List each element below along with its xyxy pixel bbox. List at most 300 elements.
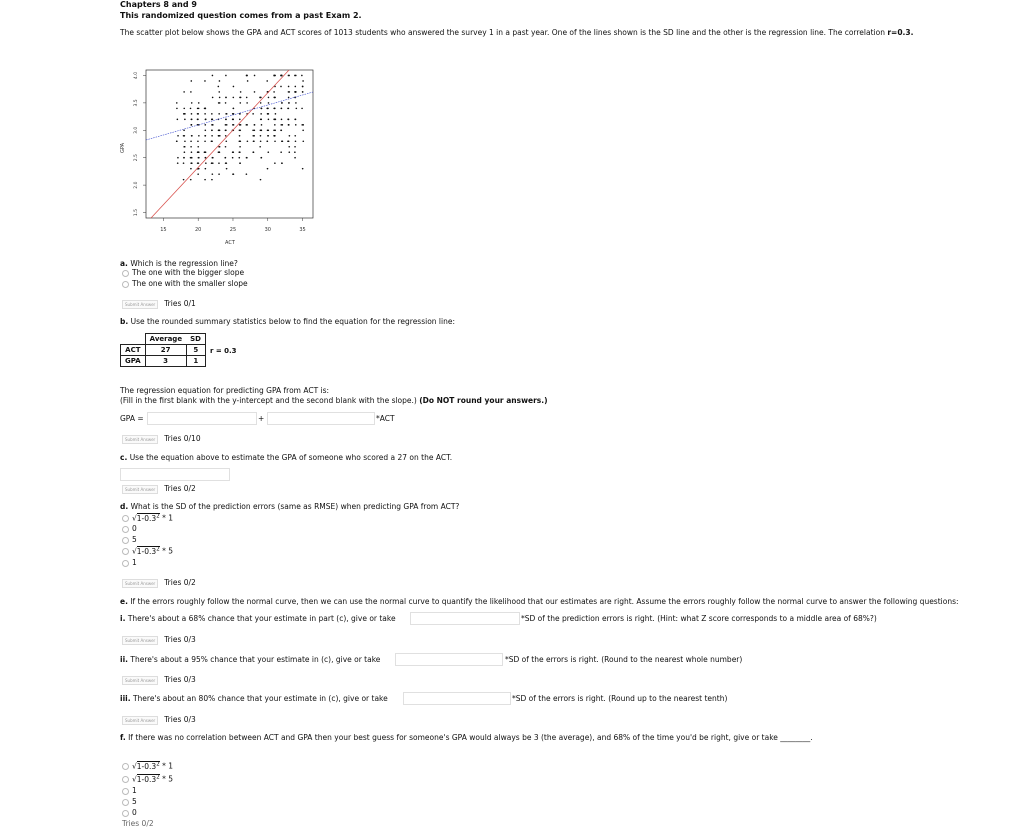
scatter-point <box>239 135 241 137</box>
scatter-point <box>239 119 241 121</box>
scatter-point <box>273 91 275 93</box>
gpa-equals-label: GPA = <box>120 414 144 423</box>
scatter-point <box>274 75 276 77</box>
scatter-point <box>301 124 303 126</box>
scatter-point <box>281 119 283 121</box>
scatter-point <box>260 179 262 181</box>
scatter-point <box>239 140 241 142</box>
x-tick-label: 30 <box>264 227 271 233</box>
scatter-point <box>268 113 270 115</box>
scatter-point <box>260 157 262 159</box>
scatter-point <box>177 157 179 159</box>
scatter-point <box>260 102 262 104</box>
scatter-point <box>204 113 206 115</box>
scatter-point <box>302 86 304 88</box>
scatter-point <box>273 135 275 137</box>
scatter-point <box>212 157 214 159</box>
part-e-iii-text: iii. There's about an 80% chance that your estimate in (c), give or take <box>120 694 388 703</box>
scatter-point <box>233 86 235 88</box>
scatter-point <box>288 86 290 88</box>
scatter-point <box>253 140 255 142</box>
scatter-point <box>184 135 186 137</box>
scatter-point <box>232 173 234 175</box>
scatter-point <box>197 173 199 175</box>
scatter-point <box>191 151 193 153</box>
scatter-point <box>288 108 290 110</box>
question-origin: This randomized question comes from a past Exam 2. <box>120 11 362 20</box>
part-a-option-bigger[interactable]: The one with the bigger slope <box>122 268 244 277</box>
scatter-point <box>204 80 206 82</box>
scatter-point <box>184 140 186 142</box>
y-tick-label: 3.5 <box>134 99 139 107</box>
gpa-estimate-input[interactable] <box>120 468 230 481</box>
tries-counter: Tries 0/3 <box>164 635 196 644</box>
part-f-option-1[interactable]: 1 <box>122 786 137 795</box>
scatter-point <box>190 91 192 93</box>
part-d-option-5[interactable]: 5 <box>122 535 137 544</box>
radio-button[interactable] <box>122 281 129 288</box>
scatter-point <box>233 113 235 115</box>
eq-instructions-1: The regression equation for predicting GPA from ACT is: <box>120 386 330 395</box>
scatter-point <box>288 91 290 93</box>
scatter-point <box>247 140 249 142</box>
scatter-point <box>211 119 213 121</box>
scatter-point <box>183 157 185 159</box>
radio-button[interactable] <box>122 788 129 795</box>
scatter-point <box>239 113 241 115</box>
submit-answer-button[interactable]: Submit Answer <box>122 579 158 588</box>
scatter-point <box>219 80 221 82</box>
y-tick-label: 1.5 <box>134 208 139 217</box>
scatter-point <box>191 124 193 126</box>
submit-answer-button[interactable]: Submit Answer <box>122 485 158 494</box>
scatter-point <box>197 146 199 148</box>
x-tick-label: 20 <box>195 227 202 233</box>
scatter-point <box>204 124 206 126</box>
scatter-point <box>260 113 262 115</box>
scatter-point <box>177 162 179 164</box>
submit-answer-button[interactable]: Submit Answer <box>122 676 158 685</box>
tries-counter: Tries 0/2 <box>164 484 196 493</box>
scatter-point <box>288 102 290 104</box>
scatter-point <box>268 102 270 104</box>
scatter-point <box>261 124 263 126</box>
scatter-point <box>232 151 234 153</box>
scatter-point <box>288 124 290 126</box>
scatter-point <box>191 119 193 121</box>
gpa-average: 3 <box>145 356 186 367</box>
gpa-sd: 1 <box>186 356 205 367</box>
scatter-point <box>176 140 178 142</box>
radio-button[interactable] <box>122 270 129 277</box>
x-tick-label: 15 <box>160 227 167 233</box>
scatter-point <box>246 173 248 175</box>
scatter-point <box>260 119 262 121</box>
scatter-point <box>198 135 200 137</box>
submit-answer-button[interactable]: Submit Answer <box>122 716 158 725</box>
part-f-option-sqrt-1[interactable]: $√1-0.3^2 * 1$ <box>122 761 173 771</box>
scatter-point <box>238 157 240 159</box>
scatter-point <box>246 97 248 99</box>
scatter-point <box>184 146 186 148</box>
radio-button[interactable] <box>122 810 129 817</box>
submit-answer-button[interactable]: Submit Answer <box>122 636 158 645</box>
scatter-point <box>190 168 192 170</box>
part-e-i-input[interactable] <box>410 612 520 625</box>
part-d-option-sqrt-5[interactable]: $√1-0.3^2 * 5$ <box>122 546 173 556</box>
y-tick-label: 2.5 <box>134 154 139 162</box>
radio-button[interactable] <box>122 560 129 567</box>
scatter-point <box>205 157 207 159</box>
part-e-iii-input[interactable] <box>403 692 511 705</box>
scatter-point <box>184 119 186 121</box>
scatter-point <box>205 168 207 170</box>
scatter-point <box>233 124 235 126</box>
scatter-point <box>260 129 262 131</box>
part-e-question: e. If the errors roughly follow the normal curve, then we can use the normal curve to quantify the likelihood that our estimates are right. Assume the errors roughly follow the normal curve to answer the following questions: <box>120 597 959 606</box>
scatter-point <box>281 140 283 142</box>
scatter-point <box>260 135 262 137</box>
scatter-point <box>218 113 220 115</box>
scatter-point <box>266 80 268 82</box>
scatter-point <box>294 157 296 159</box>
scatter-point <box>211 140 213 142</box>
scatter-point <box>268 119 270 121</box>
act-sd: 5 <box>186 345 205 356</box>
scatter-point <box>225 119 227 121</box>
scatter-point <box>233 97 235 99</box>
scatter-point <box>274 97 276 99</box>
scatter-point <box>204 151 206 153</box>
radio-button[interactable] <box>122 526 129 533</box>
scatter-point <box>225 75 227 77</box>
y-tick-label: 2.0 <box>134 181 139 189</box>
scatter-point <box>247 80 249 82</box>
scatter-point <box>294 75 296 77</box>
scatter-point <box>232 157 234 159</box>
part-f-tries: Tries 0/2 <box>122 819 154 828</box>
scatter-point <box>268 97 270 99</box>
part-d-submit-row <box>122 578 196 588</box>
scatter-point <box>218 151 220 153</box>
scatter-points <box>176 75 304 181</box>
radio-button[interactable] <box>122 776 129 783</box>
act-suffix: *ACT <box>376 414 395 423</box>
part-e-ii-input[interactable] <box>395 653 503 666</box>
scatter-point <box>183 179 185 181</box>
scatter-point <box>191 135 193 137</box>
scatter-point <box>302 129 304 131</box>
part-d-question: d. What is the SD of the prediction errors (same as RMSE) when predicting GPA from ACT? <box>120 502 460 511</box>
scatter-point <box>211 113 213 115</box>
scatter-point <box>191 80 193 82</box>
scatter-point <box>302 91 304 93</box>
scatter-point <box>294 119 296 121</box>
scatter-point <box>183 162 185 164</box>
x-tick-label: 25 <box>229 227 237 233</box>
scatter-point <box>246 102 248 104</box>
scatter-point <box>232 119 234 121</box>
tries-counter: Tries 0/1 <box>164 299 196 308</box>
part-e-ii-text: ii. There's about a 95% chance that your estimate in (c), give or take <box>120 655 381 664</box>
tries-counter: Tries 0/2 <box>164 578 196 587</box>
scatter-point <box>273 129 275 131</box>
scatter-point <box>177 119 179 121</box>
scatter-point <box>219 135 221 137</box>
scatter-point <box>288 146 290 148</box>
scatter-point <box>191 113 193 115</box>
scatter-point <box>225 113 227 115</box>
part-f-question: f. If there was no correlation between ACT and GPA then your best guess for someone's GPA would always be 3 (the average), and 68% of the time you'd be right, give or take ________. <box>120 733 813 742</box>
scatter-point <box>238 151 240 153</box>
tries-counter: Tries 0/3 <box>164 715 196 724</box>
scatter-point <box>225 157 227 159</box>
radio-button[interactable] <box>122 763 129 770</box>
tries-counter: Tries 0/10 <box>164 434 201 443</box>
scatter-point <box>190 179 192 181</box>
radio-button[interactable] <box>122 537 129 544</box>
scatter-point <box>267 168 269 170</box>
part-e-ii-submit-row <box>122 675 196 685</box>
scatter-point <box>295 102 297 104</box>
eq-instructions-2: (Fill in the first blank with the y-intercept and the second blank with the slope.) (Do NOT round your answers.) <box>120 396 548 405</box>
tries-counter: Tries 0/3 <box>164 675 196 684</box>
scatter-point <box>267 129 269 131</box>
scatter-point <box>267 135 269 137</box>
correlation-cell: r = 0.3 <box>209 346 237 355</box>
scatter-point <box>176 108 178 110</box>
scatter-point <box>204 179 206 181</box>
scatter-point <box>274 108 276 110</box>
scatter-point <box>295 86 297 88</box>
scatter-point <box>198 157 200 159</box>
scatter-point <box>190 108 192 110</box>
scatter-point <box>294 135 296 137</box>
scatter-point <box>239 129 241 131</box>
scatter-point <box>254 91 256 93</box>
part-d-option-sqrt-1[interactable]: $√1-0.3^2 * 1$ <box>122 513 173 523</box>
scatter-point <box>233 108 235 110</box>
scatter-point <box>275 119 277 121</box>
part-e-i-submit-row <box>122 635 196 645</box>
summary-stats-table <box>120 333 241 367</box>
scatter-point <box>191 157 193 159</box>
col-header-average: Average <box>145 334 186 345</box>
part-a-submit-row <box>122 299 196 309</box>
scatter-point <box>274 124 276 126</box>
scatter-point <box>225 140 227 142</box>
scatter-point <box>205 162 207 164</box>
scatter-point <box>246 157 248 159</box>
scatter-point <box>205 135 207 137</box>
correlation-value: r=0.3. <box>887 28 914 37</box>
scatter-point <box>204 108 206 110</box>
scatter-point <box>218 102 220 104</box>
scatter-point <box>267 151 269 153</box>
scatter-point <box>204 140 206 142</box>
scatter-point <box>295 140 297 142</box>
scatter-point <box>212 97 214 99</box>
scatter-point <box>239 162 241 164</box>
scatter-point <box>225 97 227 99</box>
scatter-point <box>211 162 213 164</box>
regression-line <box>146 92 313 140</box>
scatter-point <box>218 91 220 93</box>
part-c-question: c. Use the equation above to estimate the GPA of someone who scored a 27 on the ACT. <box>120 453 453 462</box>
part-c-submit-row <box>122 484 196 494</box>
scatter-point <box>225 135 227 137</box>
scatter-point <box>240 91 242 93</box>
scatter-point <box>218 162 220 164</box>
scatter-point <box>288 151 290 153</box>
scatter-point <box>239 97 241 99</box>
scatter-point <box>281 108 283 110</box>
scatter-point <box>294 146 296 148</box>
col-header-sd: SD <box>186 334 205 345</box>
part-d-option-0[interactable]: 0 <box>122 524 137 533</box>
scatter-point <box>225 146 227 148</box>
scatter-point <box>184 113 186 115</box>
scatter-point <box>226 168 228 170</box>
scatter-point <box>239 102 241 104</box>
scatter-point <box>198 108 200 110</box>
scatter-point <box>219 129 221 131</box>
scatter-point <box>225 102 227 104</box>
scatter-point <box>301 108 303 110</box>
x-axis-label: ACT <box>225 240 235 246</box>
scatter-point <box>295 124 297 126</box>
scatter-point <box>197 113 199 115</box>
slope-input[interactable] <box>267 412 375 425</box>
scatter-point <box>289 135 291 137</box>
scatter-point <box>190 140 192 142</box>
scatter-point <box>259 97 261 99</box>
scatter-point <box>197 140 199 142</box>
row-label-act: ACT <box>121 345 146 356</box>
part-e-iii-after: *SD of the errors is right. (Round up to the nearest tenth) <box>512 694 728 703</box>
scatter-point <box>183 108 185 110</box>
part-b-submit-row <box>122 434 201 444</box>
x-tick-label: 35 <box>299 227 306 233</box>
part-f-option-5[interactable]: 5 <box>122 797 137 806</box>
scatter-point <box>219 97 221 99</box>
scatter-point <box>190 146 192 148</box>
scatter-point <box>253 151 255 153</box>
scatter-point <box>225 124 227 126</box>
scatter-point <box>226 162 228 164</box>
scatter-point <box>254 75 256 77</box>
scatter-point <box>260 140 262 142</box>
scatter-point <box>259 146 261 148</box>
scatter-point <box>280 124 282 126</box>
scatter-point <box>281 102 283 104</box>
scatter-point <box>252 135 254 137</box>
scatter-point <box>302 80 304 82</box>
submit-answer-button[interactable]: Submit Answer <box>122 435 158 444</box>
part-e-i-after: *SD of the prediction errors is right. (Hint: what Z score corresponds to a middle area of 68%?) <box>521 614 877 623</box>
scatter-point <box>211 129 213 131</box>
scatter-point <box>295 91 297 93</box>
scatter-point <box>302 140 304 142</box>
scatter-point <box>246 75 248 77</box>
scatter-point <box>294 151 296 153</box>
submit-answer-button[interactable]: Submit Answer <box>122 300 158 309</box>
y-axis-label: GPA <box>120 143 126 153</box>
scatter-point <box>288 119 290 121</box>
y-tick-label: 4.0 <box>134 71 139 80</box>
scatter-point <box>176 102 178 104</box>
scatter-point <box>198 151 200 153</box>
scatter-point <box>190 162 192 164</box>
scatter-point <box>274 140 276 142</box>
scatter-point <box>280 129 282 131</box>
part-a-option-smaller[interactable]: The one with the smaller slope <box>122 279 248 288</box>
radio-button[interactable] <box>122 515 129 522</box>
part-e-i-text: i. There's about a 68% chance that your estimate in part (c), give or take <box>120 614 396 623</box>
scatter-point <box>212 124 214 126</box>
scatter-point <box>177 135 179 137</box>
scatter-point <box>280 86 282 88</box>
radio-button[interactable] <box>122 548 129 555</box>
scatter-point <box>281 162 283 164</box>
scatter-point <box>225 129 227 131</box>
plus-sign: + <box>258 414 265 423</box>
scatter-point <box>246 124 248 126</box>
chapter-title: Chapters 8 and 9 <box>120 0 197 9</box>
scatter-point <box>252 113 254 115</box>
scatter-point <box>197 162 199 164</box>
scatter-point <box>211 179 213 181</box>
scatter-point <box>218 86 220 88</box>
scatter-point <box>275 113 277 115</box>
scatter-point <box>218 173 220 175</box>
radio-button[interactable] <box>122 799 129 806</box>
scatter-point <box>191 102 193 104</box>
part-f-option-0[interactable]: 0 <box>122 808 137 817</box>
part-a-question: a. Which is the regression line? <box>120 259 238 268</box>
scatter-plot <box>115 60 325 250</box>
part-d-option-1[interactable]: 1 <box>122 558 137 567</box>
intercept-input[interactable] <box>147 412 257 425</box>
y-tick-label: 3.0 <box>134 126 139 134</box>
scatter-point <box>183 91 185 93</box>
scatter-point <box>254 129 256 131</box>
scatter-point <box>212 173 214 175</box>
scatter-point <box>239 124 241 126</box>
scatter-point <box>267 140 269 142</box>
sd-line <box>151 70 289 218</box>
part-b-question: b. Use the rounded summary statistics below to find the equation for the regression line: <box>120 317 455 326</box>
scatter-point <box>288 75 290 77</box>
scatter-point <box>281 75 283 77</box>
scatter-point <box>183 129 185 131</box>
part-e-iii-submit-row <box>122 715 196 725</box>
scatter-point <box>302 168 304 170</box>
part-e-ii-after: *SD of the errors is right. (Round to the nearest whole number) <box>505 655 743 664</box>
scatter-point <box>239 146 241 148</box>
act-average: 27 <box>145 345 186 356</box>
scatter-point <box>296 108 298 110</box>
row-label-gpa: GPA <box>121 356 146 367</box>
scatter-point <box>197 119 199 121</box>
scatter-point <box>266 108 268 110</box>
scatter-point <box>280 151 282 153</box>
scatter-point <box>184 151 186 153</box>
part-f-option-sqrt-5[interactable]: $√1-0.3^2 * 5$ <box>122 774 173 784</box>
scatter-point <box>211 135 213 137</box>
scatter-point <box>288 97 290 99</box>
scatter-point <box>205 129 207 131</box>
